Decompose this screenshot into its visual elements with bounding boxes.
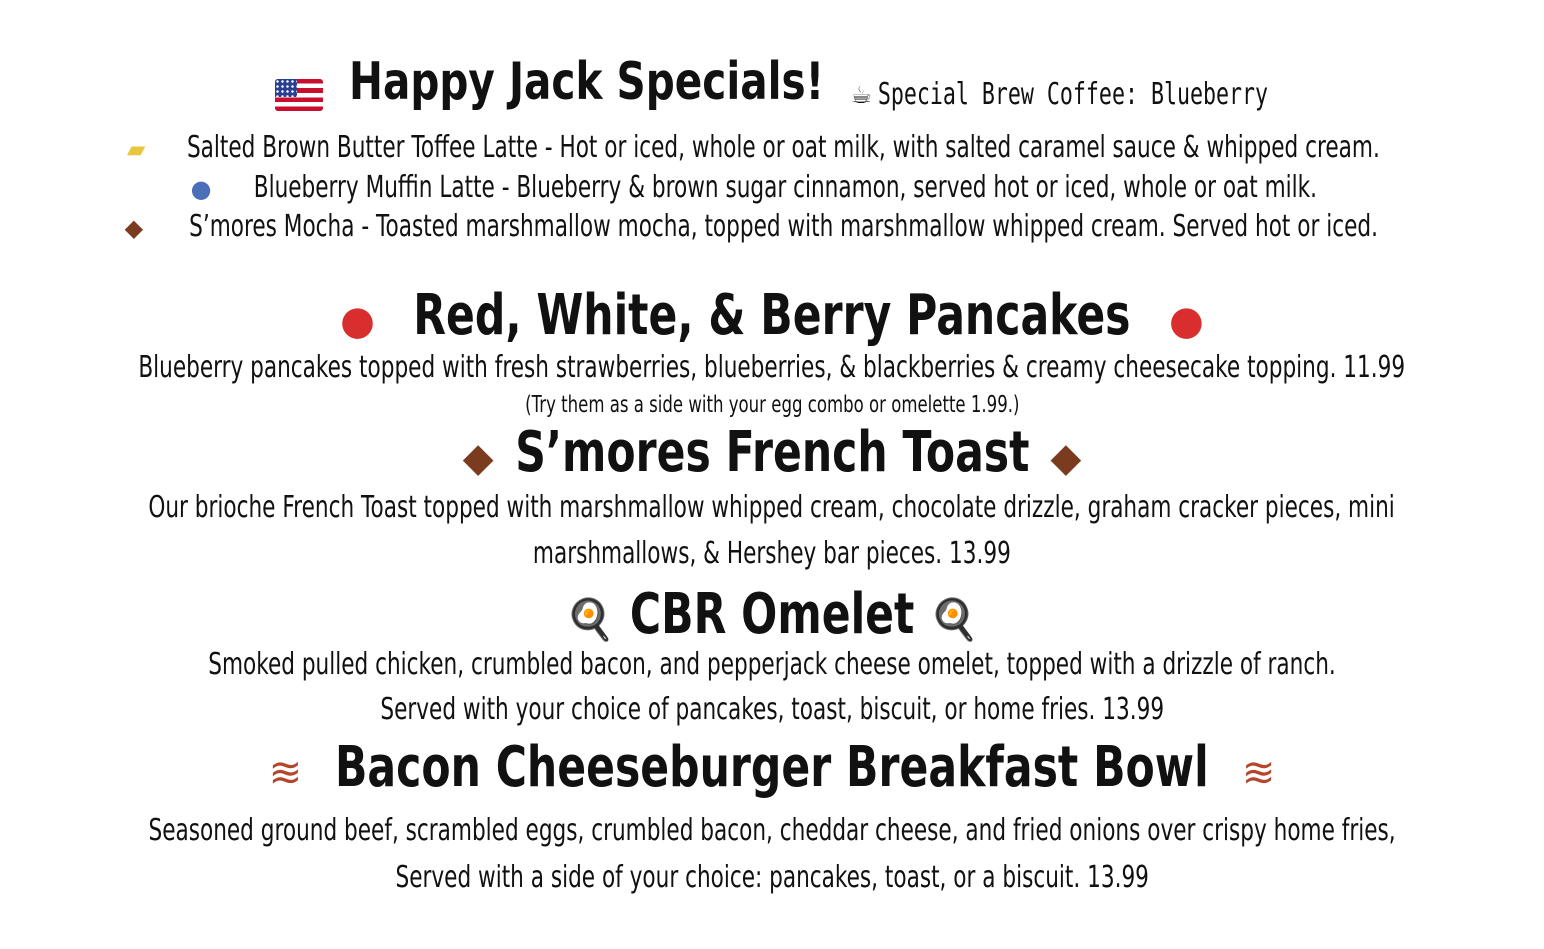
chocolate-icon: ◆ — [462, 435, 494, 481]
special-title: ≋ Bacon Cheeseburger Breakfast Bowl ≋ — [268, 735, 1276, 800]
frying-pan-icon: 🍳 — [564, 597, 615, 643]
special-description: Smoked pulled chicken, crumbled bacon, and pepperjack cheese omelet, topped with a drizzle of ranch. — [208, 647, 1336, 682]
drink-item — [0, 209, 1544, 244]
special-description: marshmallows, & Hershey bar pieces. 13.99 — [533, 536, 1011, 571]
frying-pan-icon: 🍳 — [929, 597, 980, 643]
strawberry-icon: ● — [1168, 298, 1204, 344]
header — [0, 52, 1544, 118]
special-description: Our brioche French Toast topped with marshmallow whipped cream, chocolate drizzle, graham cracker pieces, mini — [148, 490, 1396, 525]
page-title: Happy Jack Specials! — [349, 52, 825, 112]
drink-text: S’mores Mocha - Toasted marshmallow mocha, topped with marshmallow whipped cream. Served hot or iced. — [189, 209, 1379, 244]
drink-item — [0, 130, 1544, 165]
special-title: ◆ S’mores French Toast ◆ — [462, 420, 1082, 485]
strawberry-icon: ● — [340, 298, 376, 344]
special-note: (Try them as a side with your egg combo or omelette 1.99.) — [524, 392, 1020, 418]
us-flag-icon — [275, 79, 323, 111]
coffee-label: Special Brew Coffee: Blueberry — [877, 77, 1269, 112]
chocolate-icon: ◆ — [1050, 435, 1082, 481]
chocolate-icon: ◆ — [124, 214, 144, 242]
blueberry-icon: ● — [190, 175, 212, 203]
bacon-icon: ≋ — [1241, 750, 1276, 796]
special-description: Served with your choice of pancakes, toast, biscuit, or home fries. 13.99 — [380, 692, 1164, 727]
special-title: ● Red, White, & Berry Pancakes ● — [340, 283, 1204, 348]
drink-text: Salted Brown Butter Toffee Latte - Hot or iced, whole or oat milk, with salted caramel sauce & whipped cream. — [187, 130, 1381, 165]
drink-item — [0, 170, 1544, 205]
bacon-icon: ≋ — [268, 750, 303, 796]
special-title: 🍳 CBR Omelet 🍳 — [564, 582, 980, 647]
coffee-icon: ☕ — [850, 80, 872, 109]
special-description: Seasoned ground beef, scrambled eggs, crumbled bacon, cheddar cheese, and fried onions over crispy home fries, — [148, 813, 1396, 848]
special-description: Blueberry pancakes topped with fresh strawberries, blueberries, & blackberries & creamy cheesecake topping. 11.99 — [138, 350, 1406, 385]
special-description: Served with a side of your choice: pancakes, toast, or a biscuit. 13.99 — [395, 860, 1149, 895]
drink-text: Blueberry Muffin Latte - Blueberry & brown sugar cinnamon, served hot or iced, whole or oat milk. — [253, 170, 1317, 205]
butter-icon: ▰ — [126, 135, 146, 163]
